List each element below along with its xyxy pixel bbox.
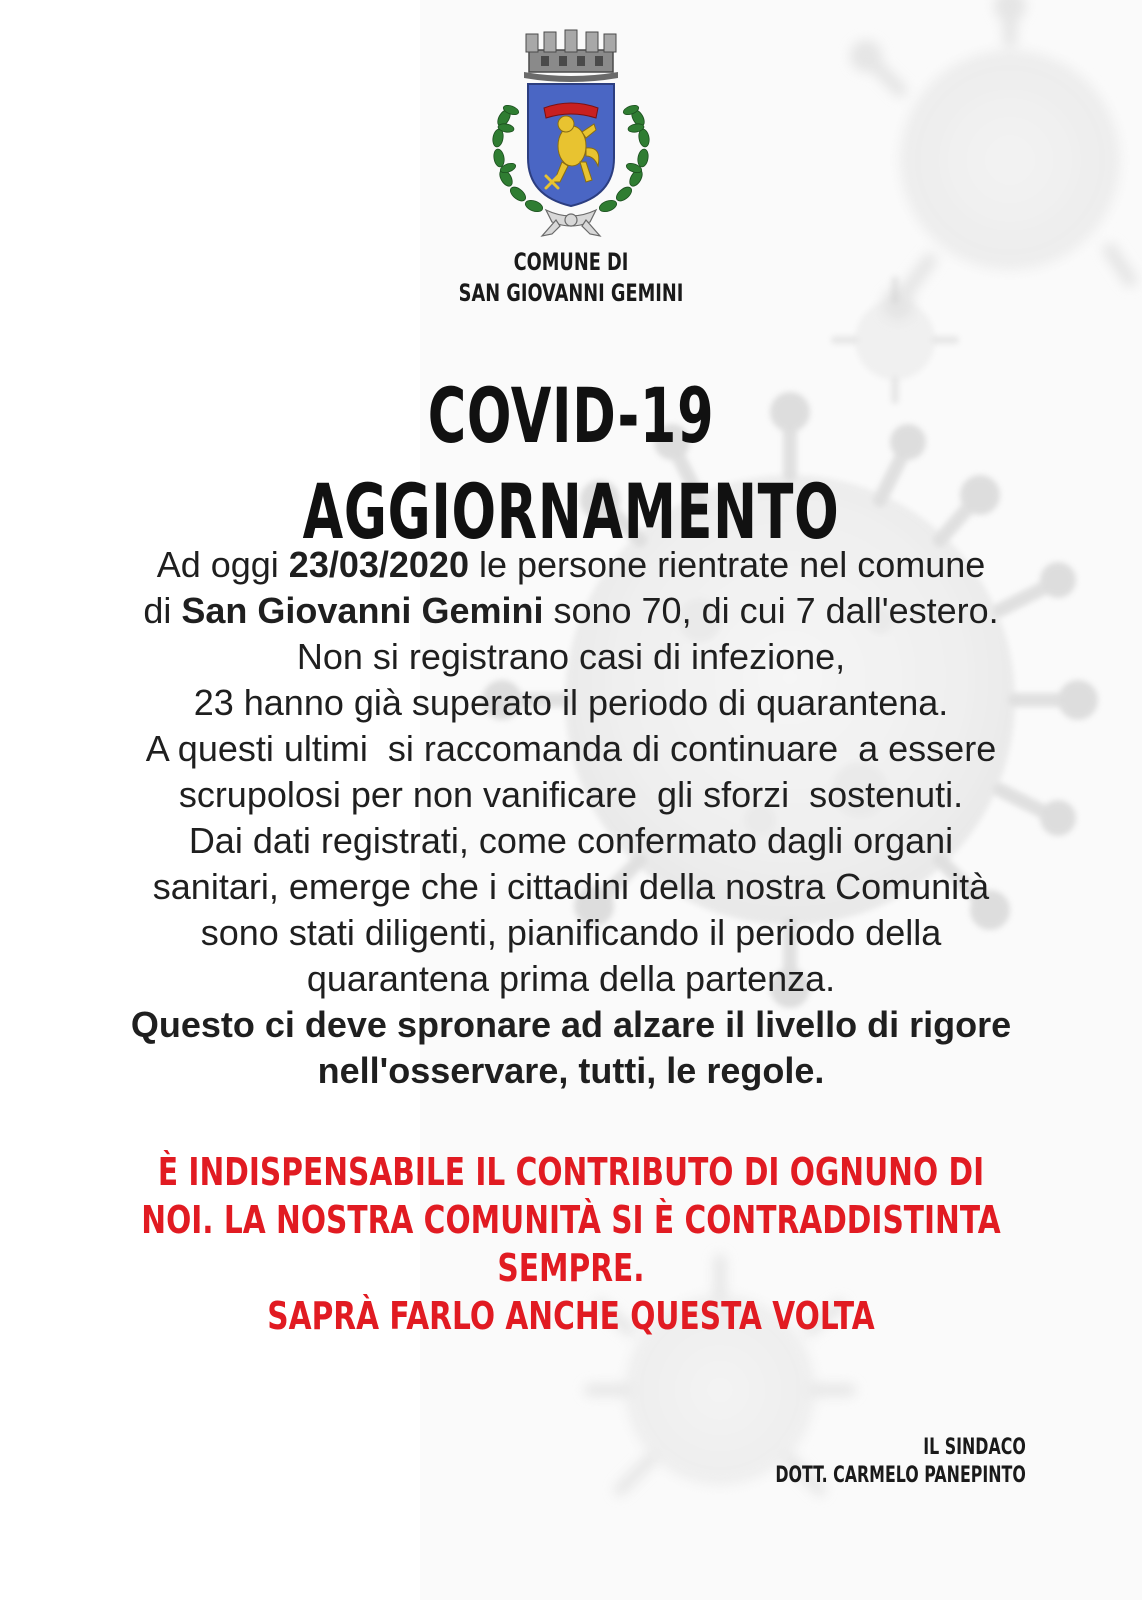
body-line-5: A questi ultimi si raccomanda di continuare a essere <box>145 728 997 769</box>
town-name: San Giovanni Gemini <box>181 590 544 631</box>
appeal-line-3: SEMPRE. <box>497 1246 645 1290</box>
signature-block <box>776 1434 1026 1490</box>
appeal-line-4: SAPRÀ FARLO ANCHE QUESTA VOLTA <box>267 1294 875 1338</box>
body-line-12-emphasis: nell'osservare, tutti, le regole. <box>317 1050 825 1091</box>
body-line-9: sono stati diligenti, pianificando il periodo della <box>200 912 942 953</box>
body-line-3: Non si registrano casi di infezione, <box>296 636 846 677</box>
body-line-8: sanitari, emerge che i cittadini della nostra Comunità <box>152 866 990 907</box>
comune-label-line1: COMUNE DI <box>513 248 629 276</box>
comune-label-line2: SAN GIOVANNI GEMINI <box>458 279 684 307</box>
municipal-crest-icon <box>486 28 656 238</box>
shield-icon <box>528 84 614 206</box>
body-line-6: scrupolosi per non vanificare gli sforzi sostenuti. <box>178 774 964 815</box>
appeal-line-2: NOI. LA NOSTRA COMUNITÀ SI È CONTRADDISTINTA <box>141 1198 1001 1242</box>
appeal-line-1: È INDISPENSABILE IL CONTRIBUTO DI OGNUNO DI <box>157 1150 985 1194</box>
body-line-2: di San Giovanni Gemini sono 70, di cui 7 dall'estero. <box>143 590 999 631</box>
announcement-body <box>60 542 1082 1094</box>
body-line-4: 23 hanno già superato il periodo di quarantena. <box>193 682 949 723</box>
page-title: COVID-19 AGGIORNAMENTO <box>302 371 840 556</box>
body-line-7: Dai dati registrati, come confermato dagli organi <box>188 820 954 861</box>
body-line-10: quarantena prima della partenza. <box>306 958 836 999</box>
signature-name: DOTT. CARMELO PANEPINTO <box>775 1463 1026 1488</box>
ribbon-icon <box>542 210 600 236</box>
report-date: 23/03/2020 <box>288 544 469 585</box>
crown-icon <box>524 30 618 82</box>
appeal-message <box>0 1148 1142 1340</box>
body-line-1: Ad oggi 23/03/2020 le persone rientrate nel comune <box>156 544 986 585</box>
body-line-11-emphasis: Questo ci deve spronare ad alzare il livello di rigore <box>130 1004 1012 1045</box>
signature-role: IL SINDACO <box>923 1435 1026 1460</box>
